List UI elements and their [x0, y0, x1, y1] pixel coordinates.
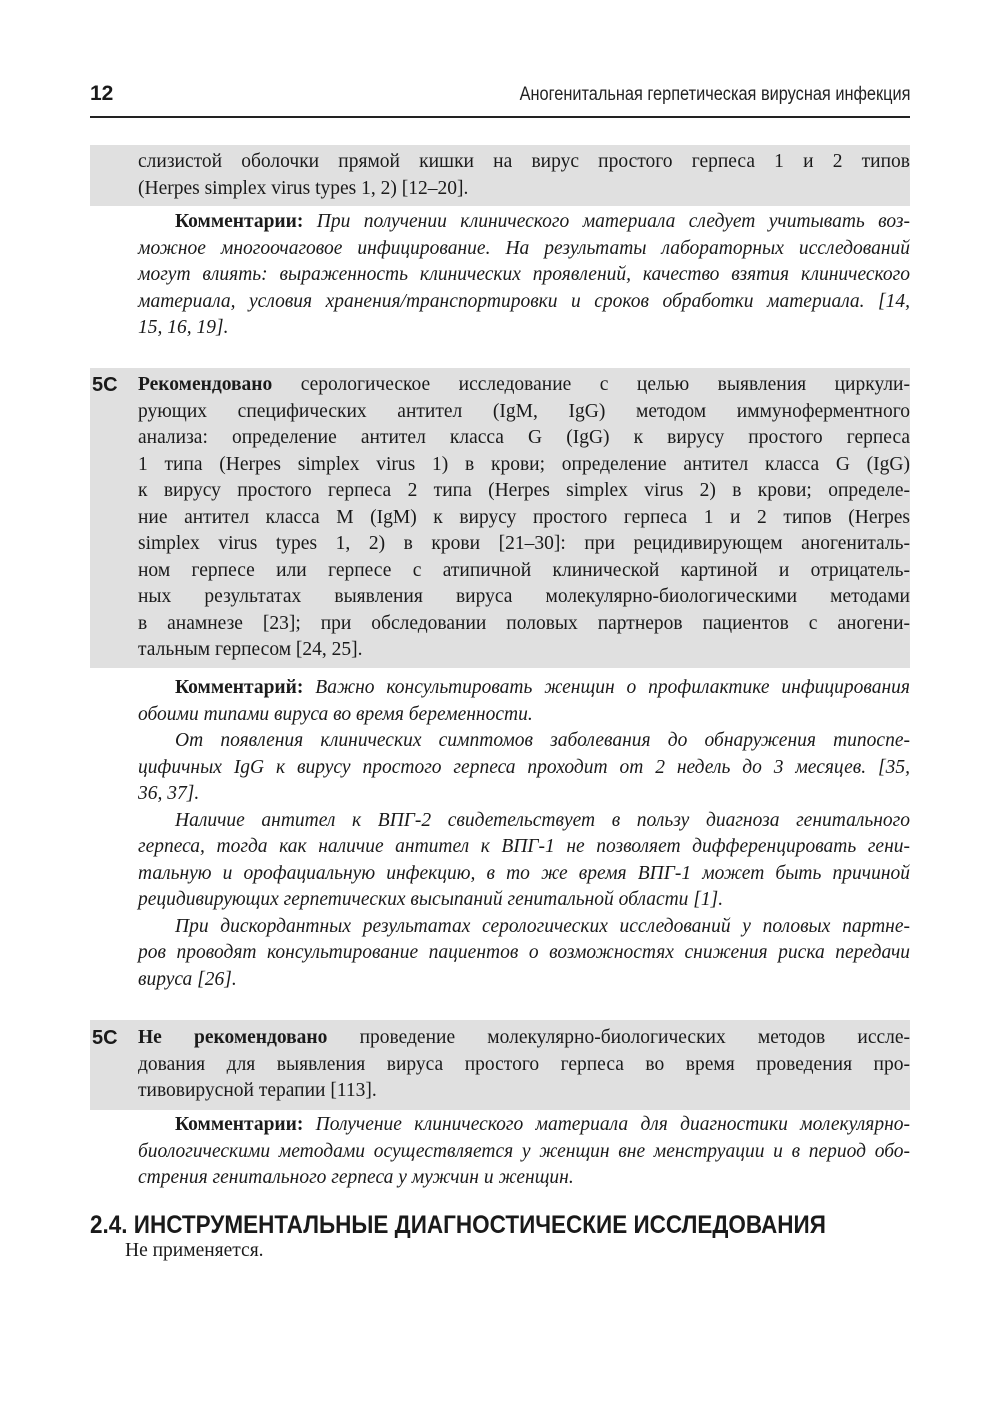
- line-text: ние антител класса M (IgM) к вирусу простого герпеса 1 и 2 типов (Herpes: [138, 506, 910, 528]
- text-line: [90, 781, 910, 808]
- text-line: [90, 315, 910, 342]
- running-title: Аногенитальная герпетическая вирусная инфекция: [519, 84, 910, 105]
- text-line: [90, 967, 910, 994]
- line-text: слизистой оболочки прямой кишки на вирус простого герпеса 1 и 2 типов: [138, 151, 910, 172]
- text-line: [90, 149, 910, 176]
- recommendation-block: [90, 1020, 910, 1110]
- line-text: 36, 37].: [138, 783, 200, 804]
- line-text: герпеса, тогда как наличие антител к ВПГ-1 не позволяет дифференцировать гени-: [138, 836, 910, 857]
- line-text: можное многоочаговое инфицирование. На результаты лабораторных исследований: [138, 237, 910, 259]
- line-text: серологическое исследование с целью выявления циркули-: [300, 374, 910, 395]
- line-text: При получении клинического материала следует учитывать воз-: [316, 211, 910, 232]
- text-line: [90, 861, 910, 888]
- line-text: дования для выявления вируса простого герпеса во время проведения про-: [138, 1053, 910, 1075]
- text-line: [90, 289, 910, 316]
- line-text: анализа: определение антител класса G (IgG) к вирусу простого герпеса: [138, 427, 910, 448]
- section-text: Не применяется.: [125, 1240, 264, 1261]
- text-line: [90, 531, 910, 558]
- text-line: [90, 1025, 910, 1052]
- line-text: 15, 16, 19].: [138, 317, 229, 338]
- line-text: цифичных IgG к вирусу простого герпеса проходит от 2 недель до 3 месяцев. [35,: [138, 756, 910, 778]
- line-text: могут влиять: выраженность клинических проявлений, качество взятия клинического: [138, 264, 910, 285]
- lead-term: Не рекомендовано: [138, 1027, 360, 1048]
- text-line: [90, 887, 910, 914]
- line-text: вируса [26].: [138, 968, 237, 990]
- line-text: рующих специфических антител (IgM, IgG) методом иммуноферментного: [138, 400, 910, 422]
- line-text: (Herpes simplex virus types 1, 2) [12–20].: [138, 177, 469, 199]
- line-text: При дискордантных результатах серологических исследований у половых партне-: [175, 915, 910, 937]
- text-line: [90, 452, 910, 479]
- text-line: [90, 914, 910, 941]
- text-line: [90, 808, 910, 835]
- text-line: [90, 1139, 910, 1166]
- line-text: Наличие антител к ВПГ-2 свидетельствует в пользу диагноза генитального: [175, 809, 910, 831]
- line-text: стрения генитального герпеса у мужчин и женщин.: [138, 1167, 574, 1188]
- recommendation-block: [90, 368, 910, 668]
- text-line: [90, 834, 910, 861]
- section-heading: 2.4. ИНСТРУМЕНТАЛЬНЫЕ ДИАГНОСТИЧЕСКИЕ ИССЛЕДОВАНИЯ: [90, 1211, 826, 1239]
- text-line: [90, 755, 910, 782]
- line-text: тальным герпесом [24, 25].: [138, 639, 363, 660]
- page-number: 12: [90, 82, 114, 105]
- comment-block: [90, 675, 910, 993]
- text-line: [90, 940, 910, 967]
- text-line: [90, 1078, 910, 1105]
- line-text: рецидивирующих герпетических высыпаний генитальной области [1].: [138, 889, 724, 910]
- text-line: [90, 478, 910, 505]
- evidence-level-badge: 5C: [92, 1027, 118, 1049]
- line-text: 1 типа (Herpes simplex virus 1) в крови; определение антител класса G (IgG): [138, 453, 910, 475]
- text-line: [90, 262, 910, 289]
- recommendation-block: [90, 145, 910, 206]
- text-line: [90, 637, 910, 664]
- text-line: [90, 505, 910, 532]
- text-line: [90, 425, 910, 452]
- lead-term: Комментарий:: [175, 677, 316, 698]
- line-text: тальную и орофациальную инфекцию, в то же время ВПГ-1 может быть причиной: [138, 862, 910, 884]
- lead-term: Рекомендовано: [138, 374, 301, 395]
- line-text: Получение клинического материала для диагностики молекулярно-: [315, 1114, 910, 1135]
- line-text: ном герпесе или герпесе с атипичной клинической картиной и отрицатель-: [138, 559, 910, 581]
- lead-term: Комментарии:: [175, 1114, 316, 1135]
- text-line: [90, 176, 910, 203]
- text-line: [90, 372, 910, 399]
- evidence-level-badge: 5C: [92, 374, 118, 396]
- text-line: [90, 209, 910, 236]
- text-line: [90, 236, 910, 263]
- line-text: к вирусу простого герпеса 2 типа (Herpes simplex virus 2) в крови; определе-: [138, 480, 910, 501]
- line-text: ров проводят консультирование пациентов о возможностях снижения риска передачи: [138, 942, 910, 963]
- line-text: От появления клинических симптомов заболевания до обнаружения типоспе-: [175, 730, 910, 751]
- lead-term: Комментарии:: [175, 211, 317, 232]
- header-divider: [90, 116, 910, 118]
- line-text: тивовирусной терапии [113].: [138, 1080, 377, 1101]
- line-text: simplex virus types 1, 2) в крови [21–30]: при рецидивирующем аногениталь-: [138, 533, 910, 554]
- text-line: [90, 675, 910, 702]
- line-text: в анамнезе [23]; при обследовании половых партнеров пациентов с аногени-: [138, 612, 910, 634]
- text-line: [90, 1112, 910, 1139]
- text-line: [90, 558, 910, 585]
- line-text: Важно консультировать женщин о профилактике инфицирования: [315, 677, 910, 698]
- line-text: материала, условия хранения/транспортировки и сроков обработки материала. [14,: [138, 290, 910, 312]
- line-text: проведение молекулярно-биологических методов иссле-: [359, 1027, 911, 1048]
- text-line: [90, 399, 910, 426]
- line-text: обоими типами вируса во время беременности.: [138, 703, 533, 725]
- text-line: [90, 728, 910, 755]
- line-text: ных результатах выявления вируса молекулярно-биологическими методами: [138, 586, 910, 607]
- text-line: [90, 611, 910, 638]
- line-text: биологическими методами осуществляется у женщин вне менструации и в период обо-: [138, 1140, 910, 1162]
- comment-block: [90, 1112, 910, 1192]
- text-line: [90, 584, 910, 611]
- comment-block: [90, 209, 910, 342]
- text-line: [90, 1165, 910, 1192]
- text-line: [90, 1052, 910, 1079]
- text-line: [90, 702, 910, 729]
